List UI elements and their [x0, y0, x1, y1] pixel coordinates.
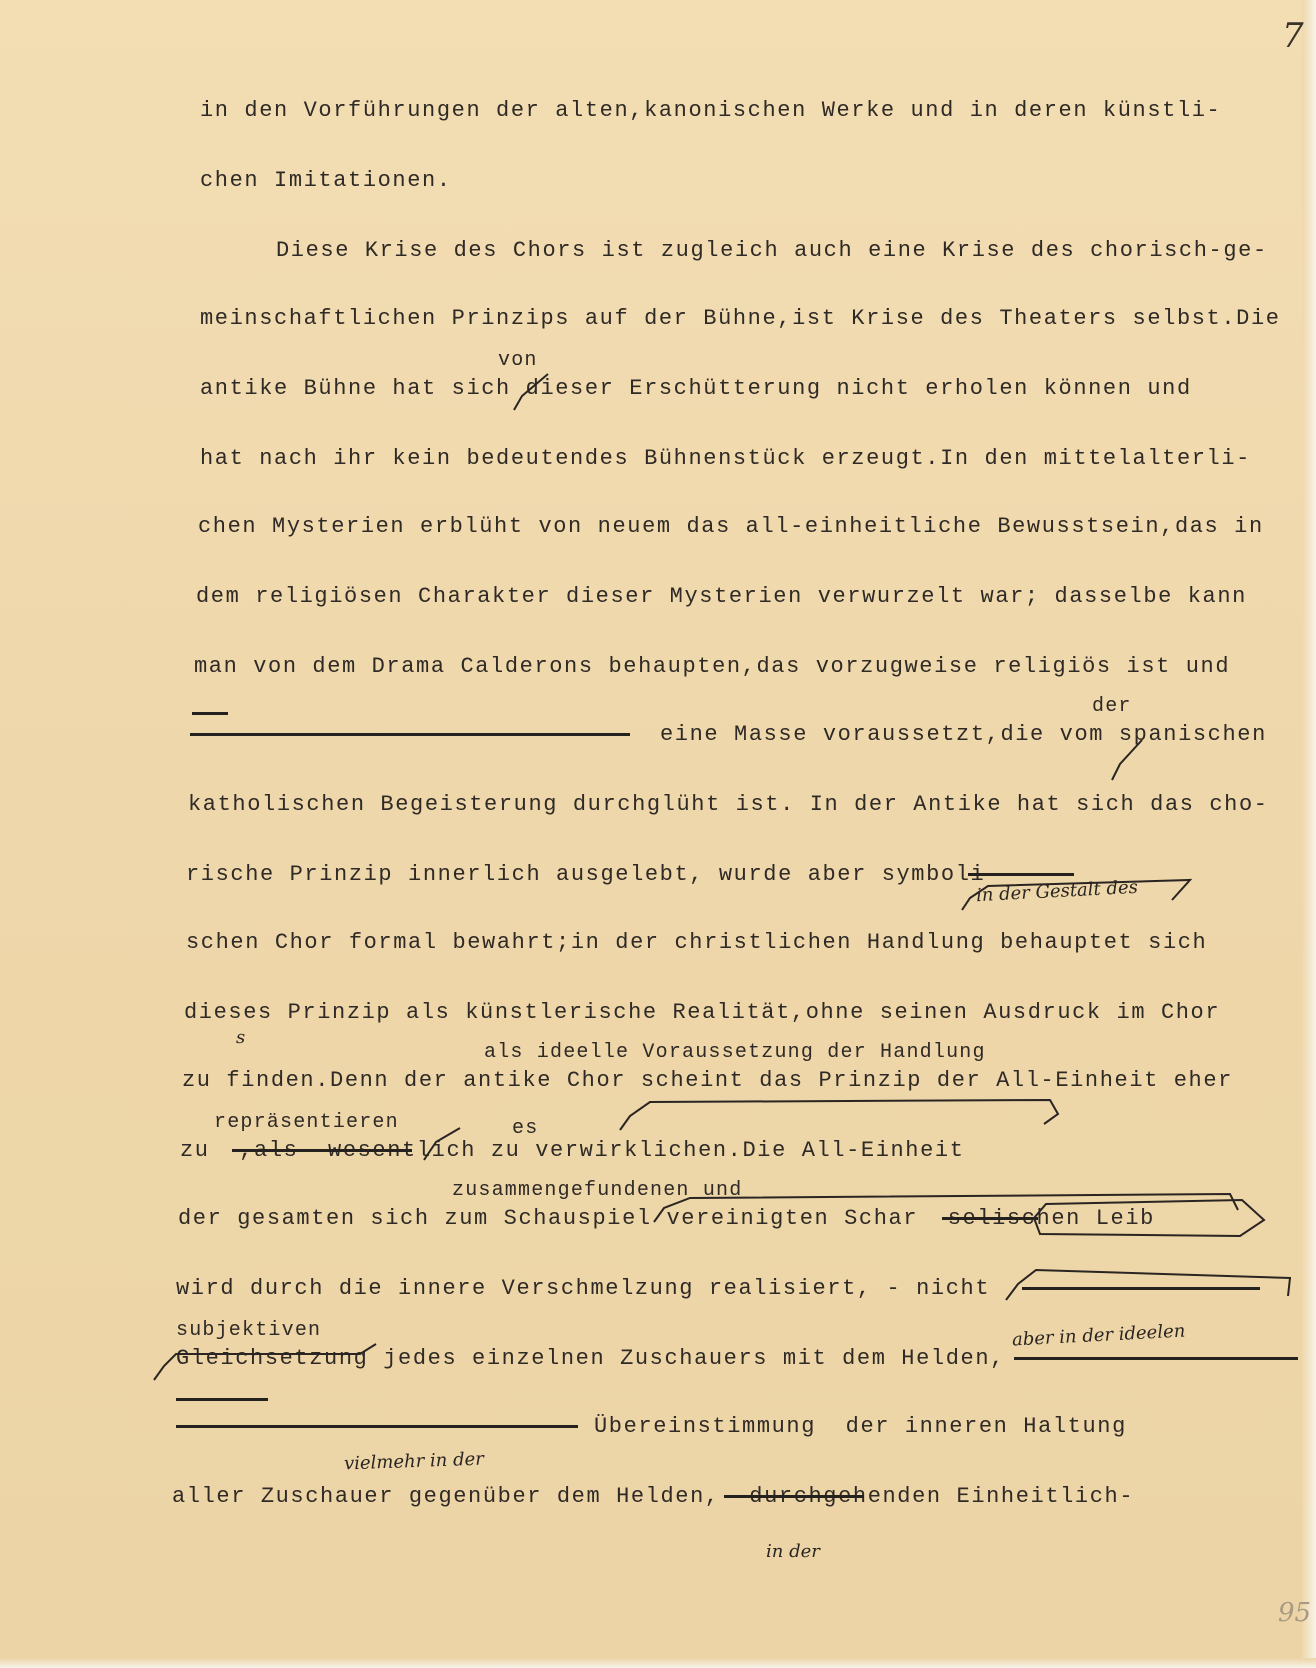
insertion-ideelle: als ideelle Voraussetzung der Handlung	[484, 1041, 986, 1064]
page-number: 7	[1282, 16, 1304, 56]
text-line-3: Diese Krise des Chors ist zugleich auch eine Krise des chorisch-ge-	[276, 238, 1268, 263]
text-line-13: schen Chor formal bewahrt;in der christlichen Handlung behauptet sich	[186, 930, 1208, 955]
insertion-repraesentieren: repräsentieren	[214, 1111, 399, 1134]
text-line-8: dem religiösen Charakter dieser Mysterien verwurzelt war; dasselbe kann	[196, 584, 1247, 609]
text-line-1: in den Vorführungen der alten,kanonischen Werke und in deren künstli-	[200, 98, 1222, 123]
handwritten-gestalt: in der Gestalt des	[975, 876, 1139, 907]
text-line-6: hat nach ihr kein bedeutendes Bühnenstück erzeugt.In den mittelalterli-	[200, 446, 1251, 471]
text-line-15: zu finden.Denn der antike Chor scheint das Prinzip der All-Einheit eher	[182, 1068, 1233, 1093]
insertion-zusammengefunden: zusammengefundenen und	[452, 1179, 743, 1202]
text-line-19: Gleichsetzung jedes einzelnen Zuschauers mit dem Helden,	[176, 1346, 1005, 1371]
text-line-12: rische Prinzip innerlich ausgelebt, wurde aber symboli-	[186, 862, 1001, 887]
text-line-10: eine Masse voraussetzt,die vom spanischen	[660, 722, 1267, 747]
text-line-18: wird durch die innere Verschmelzung realisiert, - nicht	[176, 1276, 991, 1301]
text-line-20: Übereinstimmung der inneren Haltung	[594, 1414, 1127, 1439]
text-line-11: katholischen Begeisterung durchglüht ist. In der Antike hat sich das cho-	[188, 792, 1269, 817]
insertion-von: von	[498, 349, 538, 372]
insertion-subjektiven: subjektiven	[176, 1319, 322, 1342]
handwritten-in-der: in der	[766, 1541, 820, 1562]
handwritten-ideelen: aber in der ideelen	[1011, 1320, 1186, 1351]
handwritten-vielmehr: vielmehr in der	[343, 1448, 485, 1475]
text-line-5: antike Bühne hat sich dieser Erschütterung nicht erholen können und	[200, 376, 1192, 401]
handwritten-s-mark: s	[236, 1027, 246, 1048]
text-line-4: meinschaftlichen Prinzips auf der Bühne,ist Krise des Theaters selbst.Die	[200, 306, 1281, 331]
insertion-es: es	[512, 1117, 539, 1140]
text-line-16: zu ,als wesentlich zu verwirklichen.Die All-Einheit	[180, 1138, 965, 1163]
text-line-17: der gesamten sich zum Schauspiel vereinigten Schar selischen Leib	[178, 1206, 1155, 1231]
text-line-21: aller Zuschauer gegenüber dem Helden, durchgehenden Einheitlich-	[172, 1484, 1135, 1509]
text-line-9: man von dem Drama Calderons behaupten,das vorzugweise religiös ist und	[194, 654, 1231, 679]
insertion-der: der	[1092, 695, 1132, 718]
text-line-7: chen Mysterien erblüht von neuem das all-einheitliche Bewusstsein,das in	[198, 514, 1264, 539]
folio-number: 95	[1278, 1598, 1312, 1628]
text-line-14: dieses Prinzip als künstlerische Realität,ohne seinen Ausdruck im Chor	[184, 1000, 1221, 1025]
text-line-2: chen Imitationen.	[200, 168, 452, 193]
